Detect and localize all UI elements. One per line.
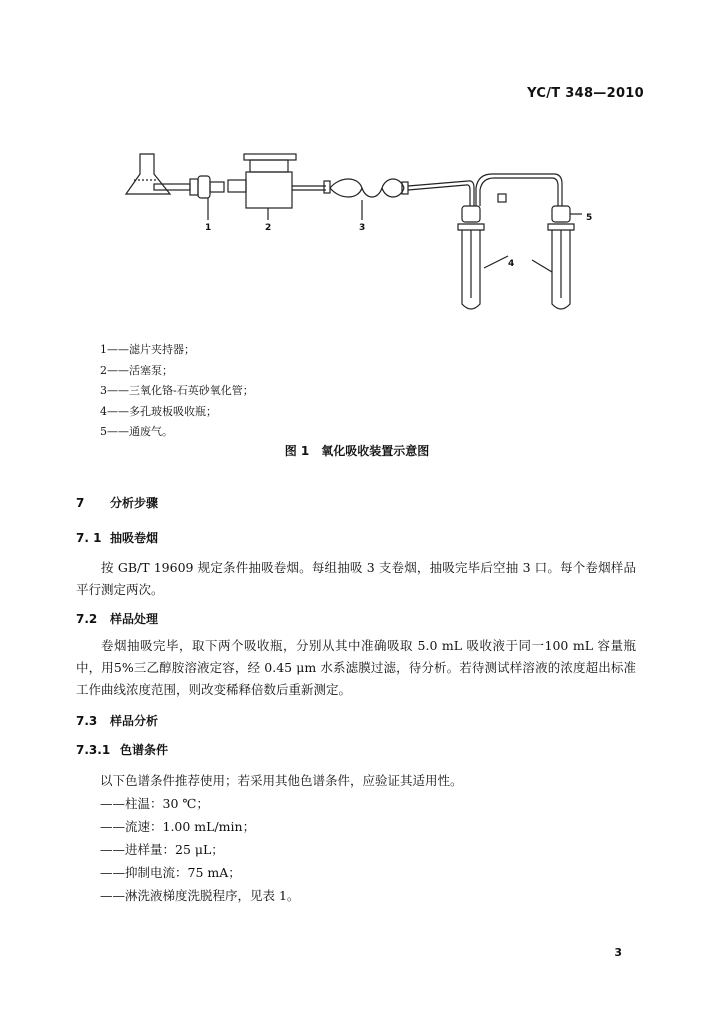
section-7-1-text: 按 GB/T 19609 规定条件抽吸卷烟。每组抽吸 3 支卷烟，抽吸完毕后空抽 3 口。每个卷烟样品平行测定两次。 xyxy=(76,560,636,597)
figure-label-3: 3 xyxy=(359,223,366,233)
section-title: 色谱条件 xyxy=(120,743,169,757)
condition-item: ——淋洗液梯度洗脱程序，见表 1。 xyxy=(100,888,300,903)
section-title: 样品处理 xyxy=(110,612,159,626)
figure-caption: 图 1 氧化吸收装置示意图 xyxy=(284,444,430,458)
section-title: 分析步骤 xyxy=(110,496,159,510)
figure-label-4: 4 xyxy=(508,259,515,269)
section-number: 7. 1 xyxy=(76,531,102,545)
figure-label-1: 1 xyxy=(205,223,212,233)
condition-item: ——流速：1.00 mL/min； xyxy=(100,819,256,834)
section-number: 7.3.1 xyxy=(76,743,111,757)
condition-item: ——进样量：25 μL； xyxy=(100,842,224,857)
section-7-3-heading xyxy=(76,712,158,729)
figure-label-2: 2 xyxy=(265,223,272,233)
legend-item: 4——多孔玻板吸收瓶； xyxy=(100,404,217,418)
legend-item: 2——活塞泵； xyxy=(100,363,173,377)
condition-item: ——抑制电流：75 mA； xyxy=(100,865,241,880)
oxidation-absorption-apparatus-diagram xyxy=(100,148,620,318)
section-title: 抽吸卷烟 xyxy=(110,531,159,545)
section-number: 7 xyxy=(76,496,85,510)
condition-item: ——柱温：30 ℃； xyxy=(100,796,209,811)
section-number: 7.3 xyxy=(76,714,98,728)
figure-label-5: 5 xyxy=(586,213,593,223)
legend-item: 3——三氧化铬-石英砂氧化管； xyxy=(100,384,254,397)
section-number: 7.2 xyxy=(76,612,98,626)
section-7-2-text: 卷烟抽吸完毕，取下两个吸收瓶，分别从其中准确吸取 5.0 mL 吸收液于同一100 mL 容量瓶中，用5%三乙醇胺溶液定容，经 0.45 μm 水系滤膜过滤，待分析。若待测试样溶液的浓度超出标准工作曲线浓度范围，则改变稀释倍数后重新测定。 xyxy=(76,638,636,697)
section-7-2-heading xyxy=(76,610,158,627)
legend-item: 5——通废气。 xyxy=(100,425,173,438)
chromatography-intro: 以下色谱条件推荐使用；若采用其他色谱条件，应验证其适用性。 xyxy=(100,773,463,788)
standard-code: YC/T 348—2010 xyxy=(527,86,644,101)
section-7-heading xyxy=(76,494,158,511)
figure-legend xyxy=(100,340,254,443)
legend-item: 1——滤片夹持器； xyxy=(100,343,195,356)
page-number: 3 xyxy=(614,946,622,959)
section-7-3-1-heading xyxy=(76,741,168,758)
section-title: 样品分析 xyxy=(110,714,159,728)
section-7-1-heading xyxy=(76,529,158,546)
